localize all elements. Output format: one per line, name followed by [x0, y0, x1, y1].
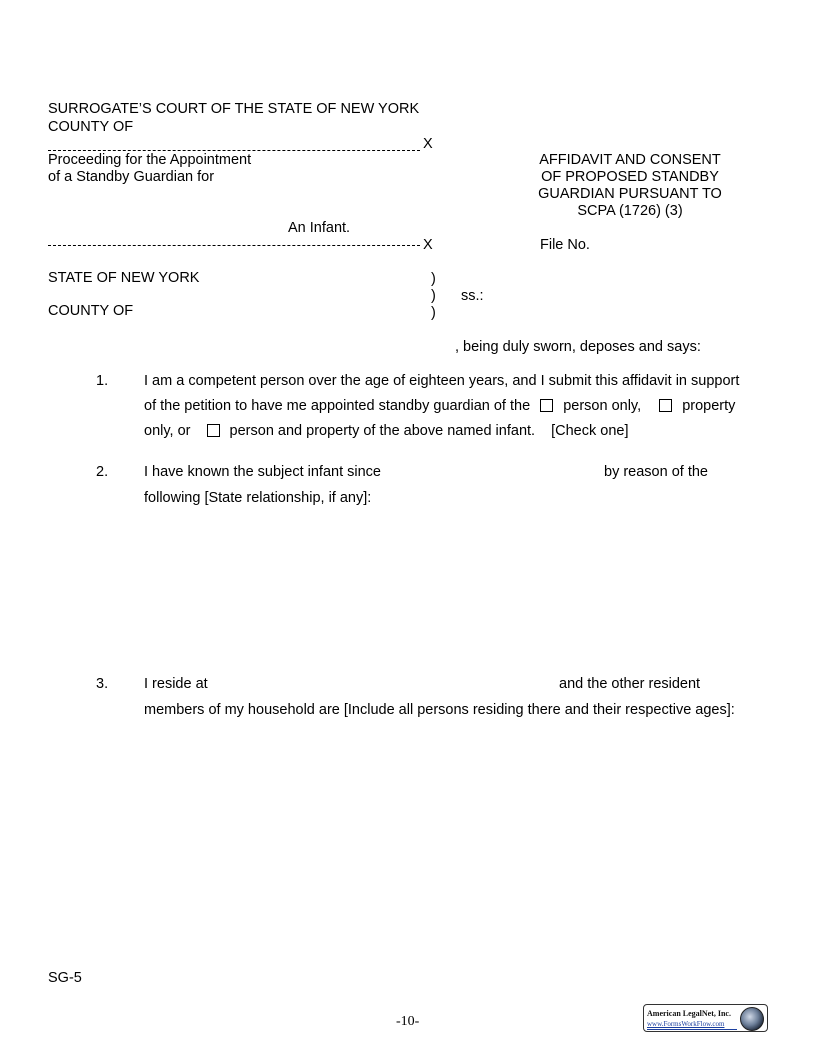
check-one-note: [Check one]	[551, 423, 629, 439]
logo-website-link[interactable]: www.FormsWorkFlow.com	[647, 1020, 725, 1028]
option-person-and-property-label: person and property of the above named infant.	[229, 423, 536, 439]
item-2-line1-a: I have known the subject infant since	[144, 464, 381, 480]
document-title-line4: SCPA (1726) (3)	[577, 203, 683, 219]
deposes-intro: , being duly sworn, deposes and says:	[455, 339, 701, 355]
option-person-only-label: person only,	[563, 398, 642, 414]
checkbox-property[interactable]	[659, 399, 672, 412]
venue-county: COUNTY OF	[48, 303, 134, 319]
logo-underline	[647, 1029, 737, 1030]
document-title-line2: OF PROPOSED STANDBY	[541, 169, 719, 185]
checkbox-person-and-property[interactable]	[207, 424, 220, 437]
option-property-label: property	[682, 398, 736, 414]
form-id: SG-5	[48, 970, 82, 986]
american-legalnet-logo[interactable]	[643, 1004, 768, 1032]
item-1-line2	[144, 398, 735, 415]
item-3-line1-b: and the other resident	[559, 676, 701, 692]
item-3-line1-a: I reside at	[144, 676, 208, 692]
item-1-line3-text: only, or	[144, 423, 191, 439]
globe-icon	[740, 1007, 764, 1031]
county-label-header: COUNTY OF	[48, 119, 134, 135]
item-1-line3	[144, 423, 628, 440]
item-2-number: 2.	[96, 464, 109, 480]
item-2-line1-b: by reason of the	[604, 464, 708, 480]
logo-company-name: American LegalNet, Inc.	[647, 1009, 731, 1018]
venue-paren-1: )	[431, 271, 436, 287]
caption-infant: An Infant.	[288, 220, 351, 236]
court-title: SURROGATE’S COURT OF THE STATE OF NEW YORK	[48, 101, 420, 117]
venue-paren-3: )	[431, 305, 436, 321]
venue-state: STATE OF NEW YORK	[48, 270, 200, 286]
document-title-line3: GUARDIAN PURSUANT TO	[538, 186, 722, 202]
item-2-line2: following [State relationship, if any]:	[144, 490, 372, 506]
caption-proceeding-line1: Proceeding for the Appointment	[48, 152, 252, 168]
page-number: -10-	[396, 1014, 420, 1029]
document-title-line1: AFFIDAVIT AND CONSENT	[539, 152, 721, 168]
item-1-line2-text: of the petition to have me appointed standby guardian of the	[144, 398, 531, 414]
caption-top-divider	[48, 150, 420, 151]
caption-top-x: X	[423, 136, 433, 152]
caption-bottom-divider	[48, 245, 420, 246]
caption-bottom-x: X	[423, 237, 433, 253]
venue-paren-2: )	[431, 288, 436, 304]
item-1-line1: I am a competent person over the age of eighteen years, and I submit this affidavit in support	[144, 373, 740, 389]
item-1-number: 1.	[96, 373, 109, 389]
caption-proceeding-line2: of a Standby Guardian for	[48, 169, 215, 185]
item-3-line2: members of my household are [Include all persons residing there and their respective ages]:	[144, 702, 735, 718]
file-no-label: File No.	[540, 237, 590, 253]
checkbox-person-only[interactable]	[540, 399, 553, 412]
item-3-number: 3.	[96, 676, 109, 692]
venue-ss: ss.:	[461, 288, 484, 304]
